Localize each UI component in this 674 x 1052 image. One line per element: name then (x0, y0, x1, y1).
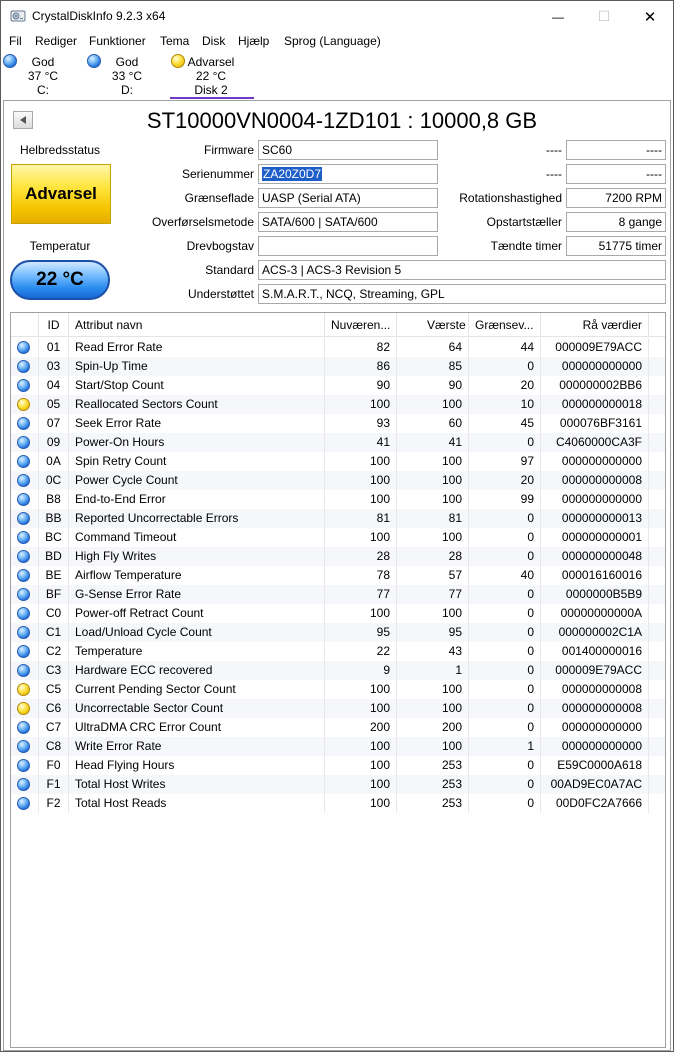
table-row[interactable] (11, 357, 665, 376)
table-row[interactable] (11, 680, 665, 699)
attribute-worst: 100 (397, 395, 469, 414)
attribute-current: 9 (325, 661, 397, 680)
attribute-current: 78 (325, 566, 397, 585)
attribute-worst: 28 (397, 547, 469, 566)
attribute-threshold: 0 (469, 699, 541, 718)
attribute-worst: 90 (397, 376, 469, 395)
attribute-name: UltraDMA CRC Error Count (69, 718, 325, 737)
attribute-threshold: 0 (469, 756, 541, 775)
reserved-label-1: ---- (546, 143, 562, 157)
menu-fil[interactable]: Fil (9, 34, 22, 48)
attribute-threshold: 0 (469, 794, 541, 813)
attribute-worst: 95 (397, 623, 469, 642)
attribute-id: C7 (39, 718, 69, 737)
status-cell (11, 357, 39, 376)
header-threshold[interactable]: Grænsev... (469, 313, 541, 337)
attribute-current: 100 (325, 756, 397, 775)
status-dot-icon (17, 664, 30, 677)
attribute-current: 100 (325, 737, 397, 756)
status-dot-icon (17, 341, 30, 354)
attribute-raw-value: 000000000008 (541, 471, 649, 490)
attribute-worst: 64 (397, 338, 469, 357)
attribute-threshold: 97 (469, 452, 541, 471)
attribute-name: Head Flying Hours (69, 756, 325, 775)
attribute-name: Reallocated Sectors Count (69, 395, 325, 414)
interface-field[interactable]: UASP (Serial ATA) (258, 188, 438, 208)
attribute-id: C1 (39, 623, 69, 642)
header-raw-values[interactable]: Rå værdier (541, 313, 649, 337)
header-id[interactable]: ID (39, 313, 69, 337)
status-cell (11, 395, 39, 414)
status-cell (11, 528, 39, 547)
disk-tab-disk2[interactable] (171, 52, 251, 98)
attribute-worst: 77 (397, 585, 469, 604)
disk-tab-c[interactable] (3, 52, 83, 98)
attribute-id: F2 (39, 794, 69, 813)
features-field[interactable]: S.M.A.R.T., NCQ, Streaming, GPL (258, 284, 666, 304)
status-cell (11, 490, 39, 509)
attribute-threshold: 0 (469, 547, 541, 566)
attribute-current: 41 (325, 433, 397, 452)
header-attribute-name[interactable]: Attribut navn (69, 313, 325, 337)
table-row[interactable] (11, 661, 665, 680)
attribute-id: F1 (39, 775, 69, 794)
attribute-threshold: 0 (469, 642, 541, 661)
attribute-current: 100 (325, 604, 397, 623)
attribute-id: 05 (39, 395, 69, 414)
table-row[interactable] (11, 794, 665, 813)
attribute-current: 82 (325, 338, 397, 357)
status-dot-icon (17, 721, 30, 734)
attribute-worst: 41 (397, 433, 469, 452)
status-dot-icon (17, 512, 30, 525)
header-status[interactable] (11, 313, 39, 337)
attribute-raw-value: 00000000000A (541, 604, 649, 623)
status-cell (11, 756, 39, 775)
reserved-field-2[interactable]: ---- (566, 164, 666, 184)
attribute-name: Read Error Rate (69, 338, 325, 357)
status-dot-icon (17, 607, 30, 620)
attribute-id: BB (39, 509, 69, 528)
attribute-worst: 1 (397, 661, 469, 680)
attribute-name: Airflow Temperature (69, 566, 325, 585)
smart-table-header (11, 313, 665, 337)
table-row[interactable] (11, 509, 665, 528)
attribute-raw-value: C4060000CA3F (541, 433, 649, 452)
status-dot-icon (17, 455, 30, 468)
status-dot-icon (17, 778, 30, 791)
attribute-raw-value: 000076BF3161 (541, 414, 649, 433)
status-cell (11, 509, 39, 528)
header-worst[interactable]: Værste (397, 313, 469, 337)
reserved-label-2: ---- (546, 167, 562, 181)
table-row[interactable] (11, 642, 665, 661)
app-disk-icon (10, 8, 26, 24)
attribute-worst: 57 (397, 566, 469, 585)
attribute-current: 28 (325, 547, 397, 566)
attribute-name: Total Host Reads (69, 794, 325, 813)
header-current[interactable]: Nuværen... (325, 313, 397, 337)
disk-temp: 33 °C (111, 69, 143, 83)
attribute-current: 200 (325, 718, 397, 737)
attribute-id: B8 (39, 490, 69, 509)
status-cell (11, 376, 39, 395)
attribute-raw-value: E59C0000A618 (541, 756, 649, 775)
table-row[interactable] (11, 490, 665, 509)
menu-bar (1, 32, 673, 52)
attribute-name: Power-On Hours (69, 433, 325, 452)
title-bar (1, 1, 673, 32)
attribute-raw-value: 0000000B5B9 (541, 585, 649, 604)
attribute-worst: 100 (397, 490, 469, 509)
attribute-name: Total Host Writes (69, 775, 325, 794)
attribute-current: 95 (325, 623, 397, 642)
status-cell (11, 718, 39, 737)
attribute-current: 93 (325, 414, 397, 433)
smart-attributes-table[interactable] (10, 312, 666, 1048)
disk-status: God (115, 55, 139, 69)
status-dot-icon (17, 569, 30, 582)
attribute-id: C3 (39, 661, 69, 680)
attribute-name: Uncorrectable Sector Count (69, 699, 325, 718)
attribute-id: BF (39, 585, 69, 604)
table-row[interactable] (11, 414, 665, 433)
transfer-mode-field[interactable]: SATA/600 | SATA/600 (258, 212, 438, 232)
attribute-id: BE (39, 566, 69, 585)
attribute-id: 0A (39, 452, 69, 471)
disk-name: Disk 2 (194, 83, 228, 97)
firmware-field[interactable]: SC60 (258, 140, 438, 160)
status-dot-icon (17, 740, 30, 753)
attribute-worst: 200 (397, 718, 469, 737)
attribute-current: 86 (325, 357, 397, 376)
attribute-worst: 100 (397, 699, 469, 718)
status-dot-icon (17, 360, 30, 373)
status-cell (11, 433, 39, 452)
disk-info-panel (3, 100, 671, 1051)
attribute-threshold: 0 (469, 623, 541, 642)
attribute-current: 100 (325, 471, 397, 490)
status-dot-icon (17, 493, 30, 506)
attribute-threshold: 0 (469, 661, 541, 680)
attribute-worst: 60 (397, 414, 469, 433)
attribute-name: High Fly Writes (69, 547, 325, 566)
table-row[interactable] (11, 395, 665, 414)
disk-name: C: (37, 83, 49, 97)
attribute-threshold: 20 (469, 376, 541, 395)
attribute-worst: 100 (397, 737, 469, 756)
disk-status: Advarsel (187, 55, 235, 69)
attribute-current: 81 (325, 509, 397, 528)
disk-temp: 22 °C (195, 69, 227, 83)
attribute-current: 100 (325, 794, 397, 813)
menu-sprog[interactable]: Sprog (Language) (284, 34, 381, 48)
status-dot-icon (17, 531, 30, 544)
status-dot-icon (17, 398, 30, 411)
maximize-icon: ☐ (597, 8, 611, 24)
attribute-name: Hardware ECC recovered (69, 661, 325, 680)
menu-rediger[interactable]: Rediger (35, 34, 78, 48)
table-row[interactable] (11, 604, 665, 623)
attribute-name: Start/Stop Count (69, 376, 325, 395)
attribute-current: 77 (325, 585, 397, 604)
table-row[interactable] (11, 775, 665, 794)
selected-disk-indicator (170, 97, 254, 99)
menu-hjaelp[interactable]: Hjælp (238, 34, 270, 48)
attribute-id: 03 (39, 357, 69, 376)
status-dot-icon (17, 759, 30, 772)
attribute-id: C2 (39, 642, 69, 661)
attribute-worst: 253 (397, 756, 469, 775)
attribute-worst: 100 (397, 604, 469, 623)
rotation-field[interactable]: 7200 RPM (566, 188, 666, 208)
disk-name: D: (121, 83, 133, 97)
status-dot-icon (17, 436, 30, 449)
attribute-id: 0C (39, 471, 69, 490)
attribute-raw-value: 000000000013 (541, 509, 649, 528)
attribute-id: C0 (39, 604, 69, 623)
reserved-field-1[interactable]: ---- (566, 140, 666, 160)
standard-label: Standard (205, 263, 254, 277)
close-button[interactable] (627, 1, 673, 32)
attribute-threshold: 0 (469, 585, 541, 604)
attribute-threshold: 0 (469, 680, 541, 699)
disk-selector-bar (1, 52, 673, 99)
attribute-threshold: 0 (469, 718, 541, 737)
attribute-name: End-to-End Error (69, 490, 325, 509)
table-row[interactable] (11, 737, 665, 756)
attribute-threshold: 44 (469, 338, 541, 357)
attribute-threshold: 10 (469, 395, 541, 414)
status-dot-icon (17, 702, 30, 715)
attribute-name: Temperature (69, 642, 325, 661)
status-cell (11, 547, 39, 566)
status-cell (11, 566, 39, 585)
interface-label: Grænseflade (184, 191, 254, 205)
attribute-current: 100 (325, 699, 397, 718)
attribute-threshold: 20 (469, 471, 541, 490)
smart-table-body (11, 338, 665, 1048)
attribute-name: G-Sense Error Rate (69, 585, 325, 604)
attribute-id: C8 (39, 737, 69, 756)
table-row[interactable] (11, 433, 665, 452)
drive-letter-field[interactable] (258, 236, 438, 256)
status-cell (11, 414, 39, 433)
attribute-raw-value: 00AD9EC0A7AC (541, 775, 649, 794)
attribute-worst: 253 (397, 775, 469, 794)
attribute-name: Reported Uncorrectable Errors (69, 509, 325, 528)
status-dot-icon (17, 379, 30, 392)
attribute-name: Write Error Rate (69, 737, 325, 756)
attribute-current: 100 (325, 680, 397, 699)
serial-value: ZA20Z0D7 (263, 167, 322, 181)
status-cell (11, 585, 39, 604)
status-cell (11, 642, 39, 661)
attribute-worst: 100 (397, 452, 469, 471)
close-icon: ✕ (643, 8, 657, 26)
attribute-raw-value: 000000000000 (541, 718, 649, 737)
attribute-raw-value: 000000002BB6 (541, 376, 649, 395)
table-row[interactable] (11, 528, 665, 547)
table-row[interactable] (11, 547, 665, 566)
attribute-id: 01 (39, 338, 69, 357)
drive-model-title: ST10000VN0004-1ZD101 : 10000,8 GB (146, 108, 538, 133)
status-cell (11, 452, 39, 471)
attribute-raw-value: 000000000008 (541, 680, 649, 699)
attribute-current: 22 (325, 642, 397, 661)
drive-letter-label: Drevbogstav (186, 239, 254, 253)
table-row[interactable] (11, 718, 665, 737)
attribute-id: C5 (39, 680, 69, 699)
status-dot-icon (17, 645, 30, 658)
status-cell (11, 737, 39, 756)
status-cell (11, 623, 39, 642)
attribute-raw-value: 000009E79ACC (541, 338, 649, 357)
attribute-current: 100 (325, 528, 397, 547)
power-on-hours-field[interactable]: 51775 timer (566, 236, 666, 256)
attribute-id: BC (39, 528, 69, 547)
attribute-raw-value: 000000000000 (541, 737, 649, 756)
disk-temp: 37 °C (27, 69, 59, 83)
status-dot-icon (17, 683, 30, 696)
attribute-name: Power-off Retract Count (69, 604, 325, 623)
serial-label: Serienummer (181, 167, 254, 181)
maximize-button[interactable] (581, 1, 627, 32)
status-cell (11, 604, 39, 623)
attribute-threshold: 1 (469, 737, 541, 756)
window-title: CrystalDiskInfo 9.2.3 x64 (32, 9, 166, 23)
status-cell (11, 661, 39, 680)
attribute-raw-value: 000000000001 (541, 528, 649, 547)
temperature-label: Temperatur (29, 239, 91, 253)
status-dot-icon (17, 550, 30, 563)
menu-tema[interactable]: Tema (160, 34, 190, 48)
health-status-badge[interactable]: Advarsel (11, 164, 111, 224)
status-cell (11, 699, 39, 718)
attribute-name: Current Pending Sector Count (69, 680, 325, 699)
health-status-label: Helbredsstatus (19, 143, 101, 157)
table-row[interactable] (11, 566, 665, 585)
attribute-name: Load/Unload Cycle Count (69, 623, 325, 642)
attribute-worst: 253 (397, 794, 469, 813)
disk-tab-d[interactable] (87, 52, 167, 98)
attribute-raw-value: 001400000016 (541, 642, 649, 661)
standard-field[interactable]: ACS-3 | ACS-3 Revision 5 (258, 260, 666, 280)
attribute-raw-value: 000000000000 (541, 357, 649, 376)
status-dot-icon (17, 626, 30, 639)
attribute-threshold: 45 (469, 414, 541, 433)
attribute-raw-value: 000000000008 (541, 699, 649, 718)
status-cell (11, 338, 39, 357)
status-dot-icon (17, 797, 30, 810)
attribute-threshold: 99 (469, 490, 541, 509)
attribute-threshold: 40 (469, 566, 541, 585)
transfer-mode-label: Overførselsmetode (151, 215, 254, 229)
attribute-worst: 100 (397, 528, 469, 547)
table-row[interactable] (11, 756, 665, 775)
table-row[interactable] (11, 699, 665, 718)
power-on-count-field[interactable]: 8 gange (566, 212, 666, 232)
status-dot-icon (17, 474, 30, 487)
attribute-raw-value: 000000000000 (541, 490, 649, 509)
status-cell (11, 775, 39, 794)
table-row[interactable] (11, 376, 665, 395)
minimize-button[interactable] (535, 1, 581, 32)
attribute-raw-value: 000000000048 (541, 547, 649, 566)
attribute-raw-value: 000009E79ACC (541, 661, 649, 680)
attribute-raw-value: 000000000000 (541, 452, 649, 471)
disk-status: God (31, 55, 55, 69)
serial-field[interactable] (258, 164, 438, 184)
temperature-badge[interactable]: 22 °C (10, 260, 110, 300)
attribute-current: 100 (325, 395, 397, 414)
attribute-id: BD (39, 547, 69, 566)
attribute-threshold: 0 (469, 509, 541, 528)
attribute-threshold: 0 (469, 528, 541, 547)
status-dot-icon (17, 417, 30, 430)
attribute-id: 09 (39, 433, 69, 452)
power-on-hours-label: Tændte timer (490, 239, 562, 253)
attribute-name: Command Timeout (69, 528, 325, 547)
attribute-id: 04 (39, 376, 69, 395)
attribute-threshold: 0 (469, 775, 541, 794)
status-dot-icon (17, 588, 30, 601)
table-row[interactable] (11, 452, 665, 471)
rotation-label: Rotationshastighed (459, 191, 562, 205)
table-row[interactable] (11, 338, 665, 357)
status-cell (11, 680, 39, 699)
features-label: Understøttet (187, 287, 254, 301)
table-row[interactable] (11, 585, 665, 604)
attribute-worst: 81 (397, 509, 469, 528)
attribute-name: Spin-Up Time (69, 357, 325, 376)
power-on-count-label: Opstartstæller (486, 215, 562, 229)
attribute-raw-value: 000000000018 (541, 395, 649, 414)
attribute-id: 07 (39, 414, 69, 433)
attribute-current: 100 (325, 490, 397, 509)
attribute-raw-value: 00D0FC2A7666 (541, 794, 649, 813)
firmware-label: Firmware (204, 143, 254, 157)
attribute-name: Seek Error Rate (69, 414, 325, 433)
attribute-current: 100 (325, 452, 397, 471)
status-cell (11, 471, 39, 490)
table-row[interactable] (11, 623, 665, 642)
minimize-icon: — (552, 9, 564, 24)
menu-funktioner[interactable]: Funktioner (89, 34, 146, 48)
attribute-current: 90 (325, 376, 397, 395)
attribute-current: 100 (325, 775, 397, 794)
menu-disk[interactable]: Disk (202, 34, 226, 48)
attribute-id: F0 (39, 756, 69, 775)
attribute-worst: 85 (397, 357, 469, 376)
attribute-threshold: 0 (469, 433, 541, 452)
attribute-threshold: 0 (469, 604, 541, 623)
attribute-raw-value: 000000002C1A (541, 623, 649, 642)
attribute-id: C6 (39, 699, 69, 718)
table-row[interactable] (11, 471, 665, 490)
attribute-worst: 43 (397, 642, 469, 661)
attribute-name: Power Cycle Count (69, 471, 325, 490)
status-cell (11, 794, 39, 813)
attribute-raw-value: 000016160016 (541, 566, 649, 585)
attribute-worst: 100 (397, 471, 469, 490)
attribute-worst: 100 (397, 680, 469, 699)
attribute-threshold: 0 (469, 357, 541, 376)
attribute-name: Spin Retry Count (69, 452, 325, 471)
